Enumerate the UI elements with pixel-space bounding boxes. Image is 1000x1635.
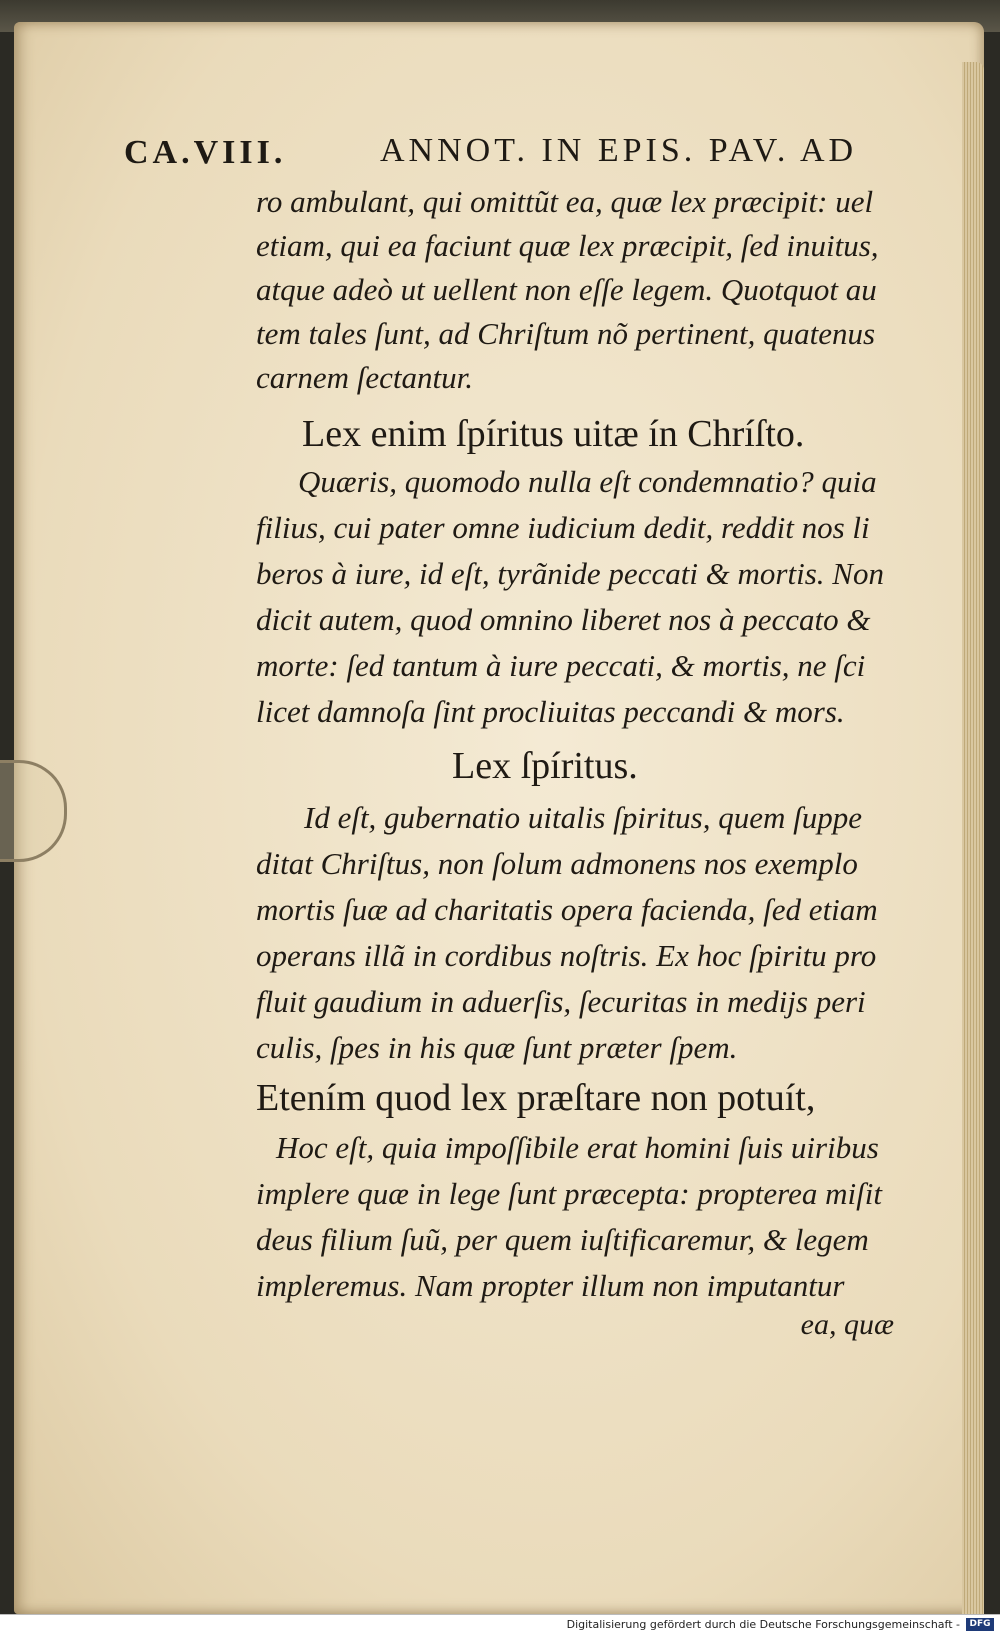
text-line: ro ambulant, qui omittũt ea, quæ lex præcipit: uel [256,184,874,219]
text-line: impleremus. Nam propter illum non imputantur [256,1268,845,1303]
text-line: fluit gaudium in aduerſis, ſecuritas in medijs peri [256,984,866,1019]
running-head [124,132,924,182]
text-line: operans illã in cordibus noſtris. Ex hoc ſpiritu pro [256,938,877,973]
catchword: ea, quæ [800,1308,894,1341]
text-line: morte: ſed tantum à iure peccati, & mortis, ne ſci [256,648,866,683]
text-line: carnem ſectantur. [256,360,473,395]
page-fore-edge [962,62,984,1622]
text-line: mortis ſuæ ad charitatis opera facienda, ſed etiam [256,892,878,927]
chapter-number: CA.VIII. [124,134,287,171]
text-line: culis, ſpes in his quæ ſunt præter ſpem. [256,1030,738,1065]
text-line: atque adeò ut uellent non eſſe legem. Quotquot au [256,272,877,307]
text-line: Quæris, quomodo nulla eſt condemnatio? quia [298,464,877,499]
text-line: etiam, qui ea faciunt quæ lex præcipit, ſed inuitus, [256,228,879,263]
dfg-logo: DFG [966,1618,994,1631]
section-heading: Etením quod lex præſtare non potuít, [256,1077,816,1119]
text-line: licet damnoſa ſint procliuitas peccandi & mors. [256,694,845,729]
text-line: filius, cui pater omne iudicium dedit, reddit nos li [256,510,870,545]
footer-credit: Digitalisierung gefördert durch die Deutsche Forschungsgemeinschaft - [566,1618,960,1631]
text-line: implere quæ in lege ſunt præcepta: propterea miſit [256,1176,882,1211]
footer-bar [0,1614,1000,1635]
text-line: Hoc eſt, quia impoſſibile erat homini ſuis uiribus [276,1130,879,1165]
text-line: deus filium ſuũ, per quem iuſtificaremur, & legem [256,1222,869,1257]
text-line: Id eſt, gubernatio uitalis ſpiritus, quem ſuppe [304,800,862,835]
text-line: beros à iure, id eſt, tyrãnide peccati & mortis. Non [256,556,884,591]
running-title: ANNOT. IN EPIS. PAV. AD [380,132,858,169]
text-line: ditat Chriſtus, non ſolum admonens nos exemplo [256,846,858,881]
text-line: dicit autem, quod omnino liberet nos à peccato & [256,602,871,637]
section-heading: Lex ſpíritus. [452,745,638,787]
text-line: tem tales ſunt, ad Chriſtum nõ pertinent, quatenus [256,316,876,351]
section-heading: Lex enim ſpíritus uitæ ín Chríſto. [302,413,805,455]
